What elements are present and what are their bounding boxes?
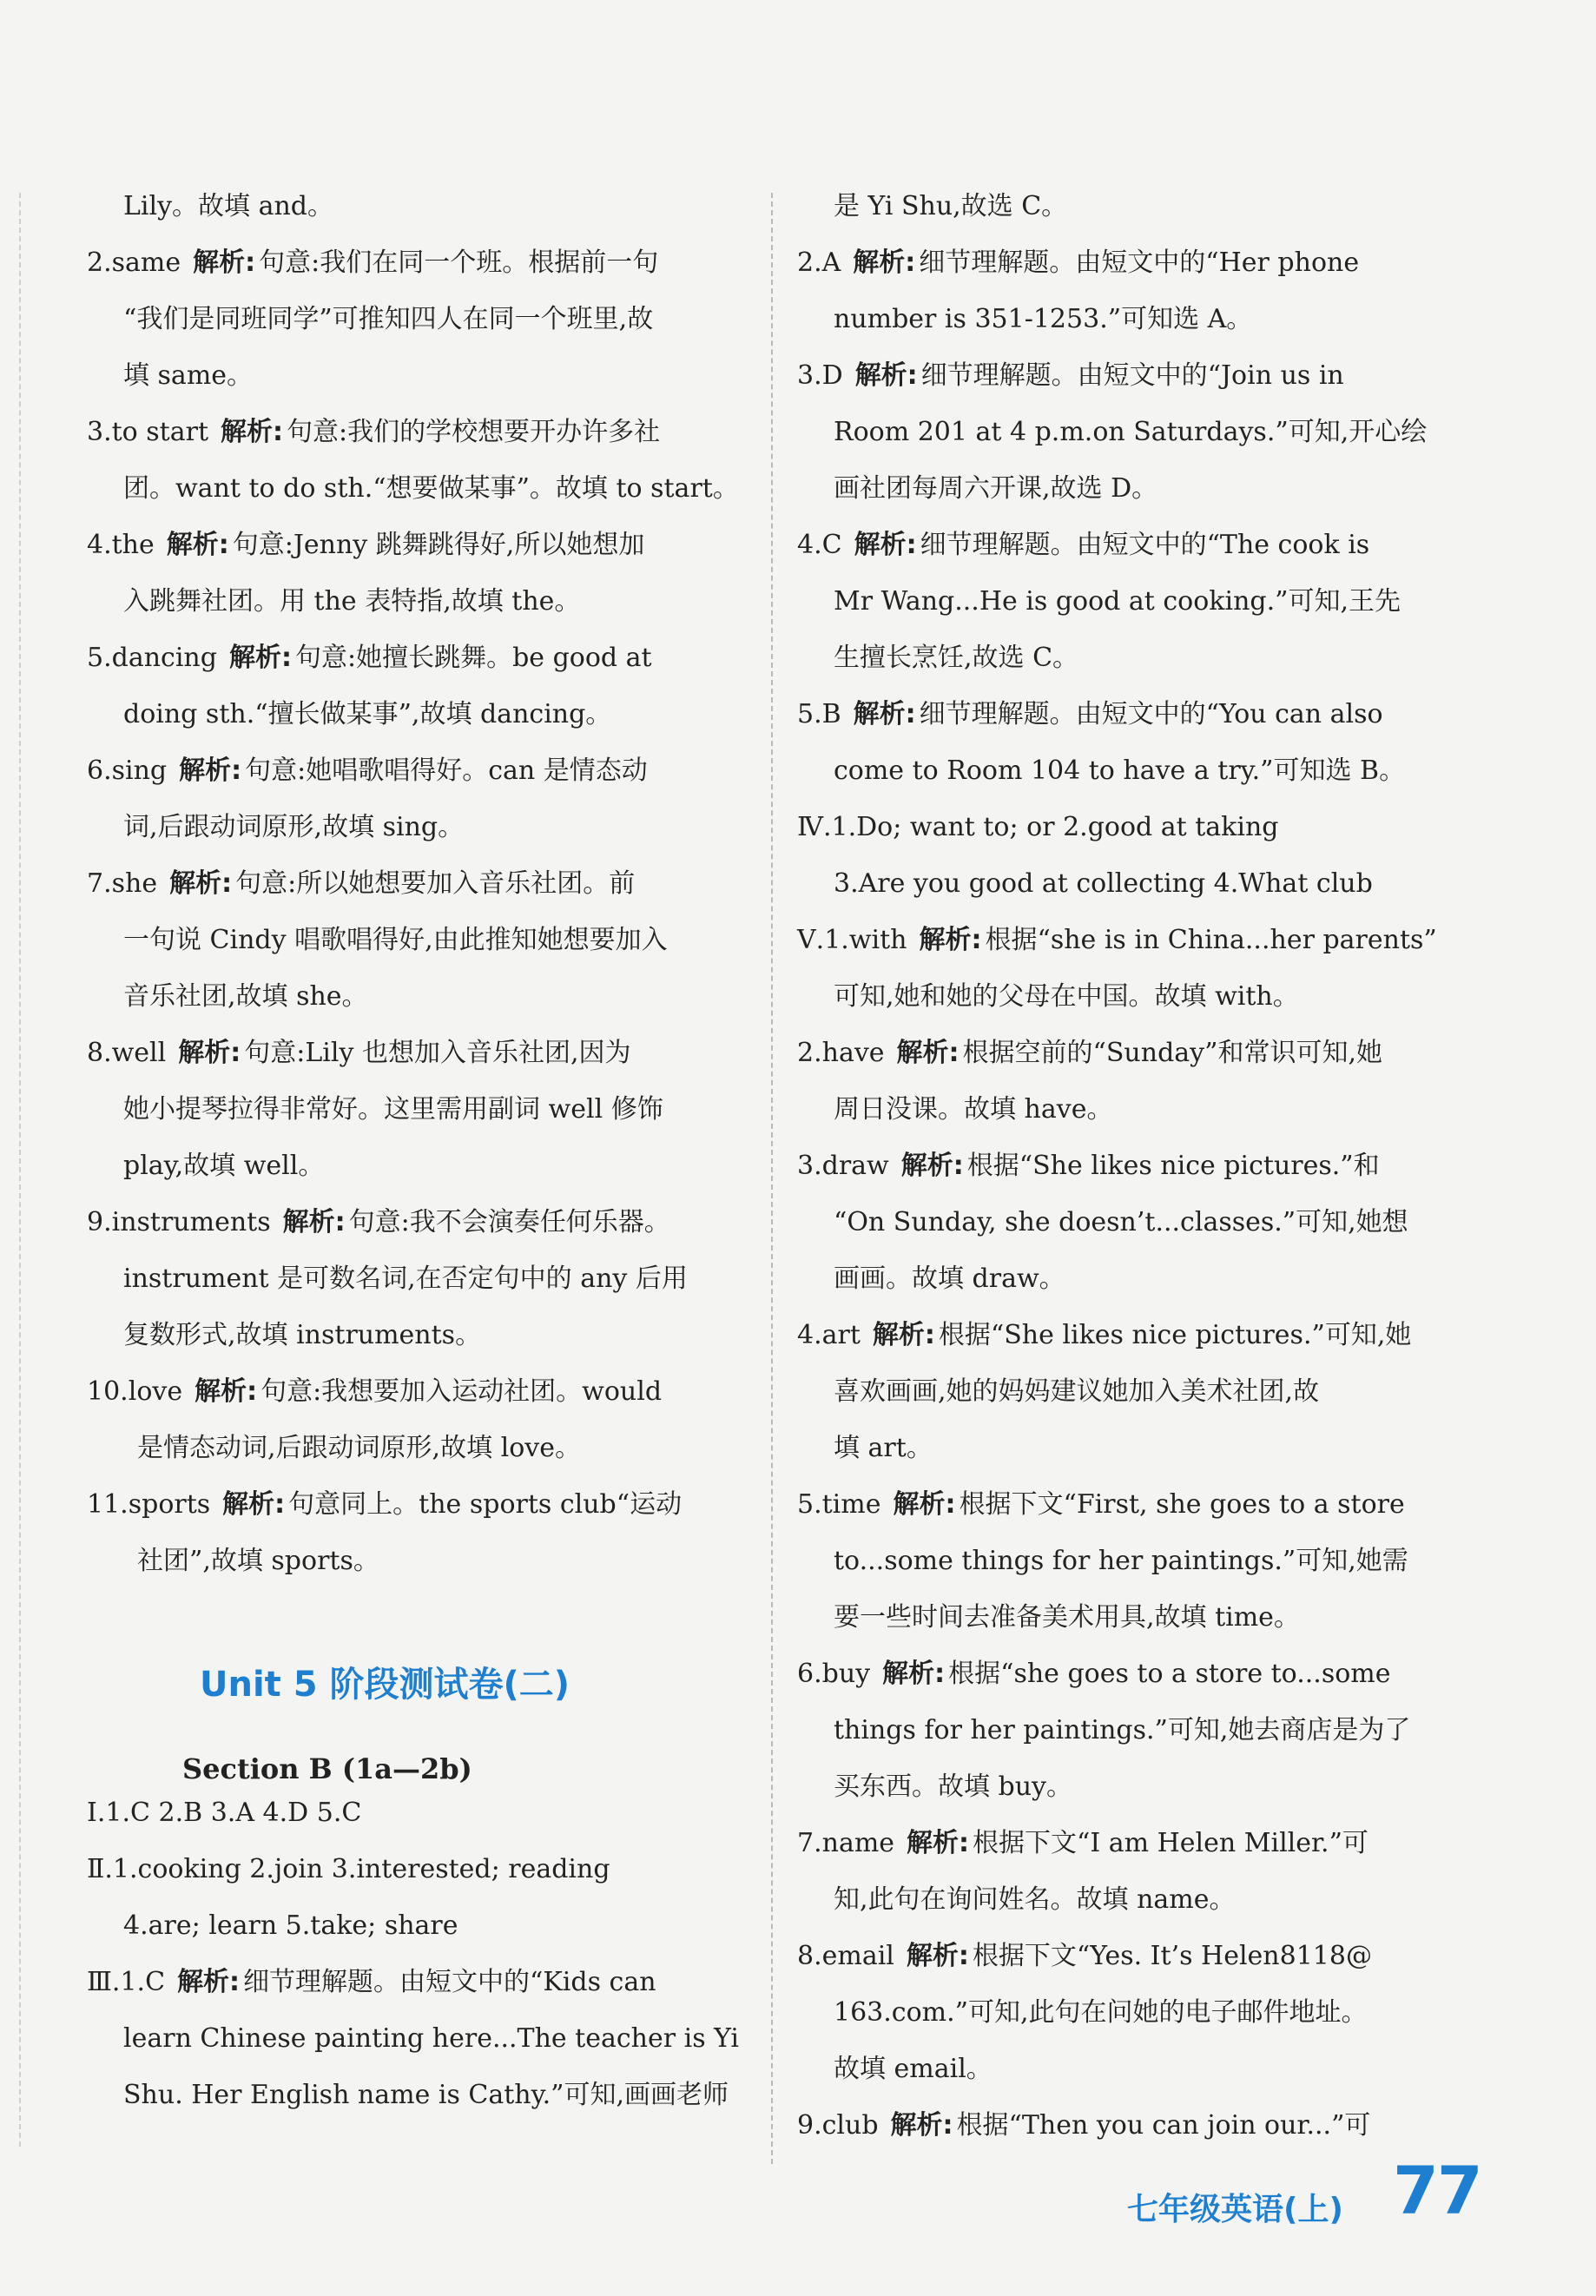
analysis-text: 句意:我不会演奏任何乐器。 <box>348 1207 670 1237</box>
line-text: learn Chinese painting here...The teacher is Yi <box>123 2023 740 2054</box>
right-line <box>834 2052 993 2087</box>
left-line <box>87 1036 631 1071</box>
analysis-label: 解析: <box>177 1967 241 1997</box>
item-number: 8. <box>87 1038 112 1068</box>
analysis-label: 解析: <box>282 1207 346 1237</box>
analysis-text: 句意:Jenny 跳舞跳得好,所以她想加 <box>232 530 645 560</box>
line-text: things for her paintings.”可知,她去商店是为了 <box>834 1715 1411 1745</box>
analysis-label: 解析: <box>853 699 916 729</box>
item-number: 4. <box>87 530 112 560</box>
line-text: 知,此句在询问姓名。故填 name。 <box>834 1884 1236 1915</box>
answer-text: A <box>821 247 841 278</box>
line-text: Ⅳ.1.Do; want to; or 2.good at taking <box>797 812 1279 842</box>
analysis-label: 解析: <box>195 1376 258 1407</box>
left-line <box>123 980 368 1014</box>
item-number: Ⅲ.1. <box>87 1967 146 1997</box>
line-text: 音乐社团,故填 she。 <box>123 981 368 1012</box>
right-line <box>834 302 1252 337</box>
right-line <box>797 359 1344 393</box>
analysis-text: 句意:我们的学校想要开办许多社 <box>287 417 661 447</box>
left-part2-line <box>87 1852 610 1887</box>
section-title: Section B (1a—2b) <box>182 1752 472 1785</box>
line-text: come to Room 104 to have a try.”可知选 B。 <box>834 755 1406 786</box>
left-line <box>87 1375 662 1409</box>
right-line <box>834 1883 1235 1917</box>
analysis-label: 解析: <box>178 1038 241 1068</box>
analysis-text: 根据“Then you can join our...”可 <box>956 2110 1371 2141</box>
answer-text: time <box>821 1489 881 1520</box>
item-number: 5. <box>797 699 822 729</box>
left-part2-line <box>123 1909 458 1943</box>
line-text: 可知,她和她的父母在中国。故填 with。 <box>834 981 1299 1012</box>
analysis-label: 解析: <box>896 1038 960 1068</box>
line-text: to...some things for her paintings.”可知,她需 <box>834 1546 1408 1576</box>
line-text: instrument 是可数名词,在否定句中的 any 后用 <box>123 1263 688 1294</box>
answer-text: the <box>111 530 155 560</box>
analysis-text: 句意:她唱歌唱得好。can 是情态动 <box>245 755 648 786</box>
item-number: 9. <box>797 2110 822 2141</box>
right-line <box>797 923 1437 958</box>
item-number: 3. <box>797 360 822 391</box>
analysis-text: 根据下文“First, she goes to a store <box>959 1489 1405 1520</box>
right-line <box>834 1205 1408 1240</box>
answer-text: same <box>111 247 181 278</box>
analysis-label: 解析: <box>882 1659 946 1689</box>
analysis-text: 句意:Lily 也想加入音乐社团,因为 <box>244 1038 631 1068</box>
item-number: 2. <box>87 247 112 278</box>
line-text: Mr Wang...He is good at cooking.”可知,王先 <box>834 586 1401 617</box>
page-number: 77 <box>1393 2152 1481 2229</box>
left-line <box>87 641 652 676</box>
analysis-text: 细节理解题。由短文中的“You can also <box>919 699 1383 729</box>
item-number: 3. <box>797 1151 822 1181</box>
item-number: 5. <box>87 643 112 673</box>
line-text: 社团”,故填 sports。 <box>137 1546 379 1576</box>
left-line <box>87 1205 670 1240</box>
answer-text: well <box>111 1038 167 1068</box>
column-divider <box>771 193 773 2164</box>
analysis-text: 细节理解题。由短文中的“The cook is <box>920 530 1370 560</box>
left-line <box>123 923 668 958</box>
right-line <box>834 584 1401 619</box>
line-text: 填 same。 <box>123 360 254 391</box>
line-text: 周日没课。故填 have。 <box>834 1094 1113 1125</box>
analysis-label: 解析: <box>221 417 284 447</box>
left-line <box>123 697 611 732</box>
left-line <box>123 472 739 506</box>
footer-book-label: 七年级英语(上) <box>1127 2192 1343 2227</box>
answer-text: sing <box>111 755 168 786</box>
left-line <box>137 1431 581 1466</box>
answer-text: sports <box>128 1489 211 1520</box>
item-number: 3. <box>87 417 112 447</box>
line-text: “On Sunday, she doesn’t...classes.”可知,她想 <box>834 1207 1408 1237</box>
analysis-label: 解析: <box>907 1828 970 1858</box>
line-text: 她小提琴拉得非常好。这里需用副词 well 修饰 <box>123 1094 663 1125</box>
item-number: 11. <box>87 1489 129 1520</box>
left-line <box>87 246 658 280</box>
analysis-label: 解析: <box>179 755 242 786</box>
answer-text: C <box>145 1967 166 1997</box>
line-text: 词,后跟动词原形,故填 sing。 <box>123 812 465 842</box>
right-line <box>797 2108 1370 2143</box>
left-line <box>123 584 580 619</box>
line-text: 一句说 Cindy 唱歌唱得好,由此推知她想要加入 <box>123 925 668 955</box>
answer-text: with <box>848 925 907 955</box>
right-line <box>797 697 1383 732</box>
analysis-label: 解析: <box>166 530 229 560</box>
line-text: 4.are; learn 5.take; share <box>123 1910 458 1941</box>
analysis-label: 解析: <box>222 1489 286 1520</box>
answer-text: to start <box>111 417 209 447</box>
right-line <box>797 1657 1390 1692</box>
answer-text: draw <box>821 1151 889 1181</box>
right-line <box>834 1770 1072 1804</box>
right-line <box>834 1544 1408 1579</box>
right-line <box>834 867 1373 901</box>
right-line <box>834 1713 1410 1748</box>
right-line <box>797 246 1359 280</box>
left-part2-line <box>123 2022 739 2056</box>
answer-text: instruments <box>111 1207 271 1237</box>
answer-text: B <box>821 699 841 729</box>
analysis-text: 根据“she goes to a store to...some <box>948 1659 1391 1689</box>
analysis-text: 根据下文“Yes. It’s Helen8118@ <box>972 1941 1372 1971</box>
left-line <box>123 1092 663 1127</box>
left-line <box>87 528 644 563</box>
line-text: 画画。故填 draw。 <box>834 1263 1065 1294</box>
line-text: 入跳舞社团。用 the 表特指,故填 the。 <box>123 586 581 617</box>
line-text: 填 art。 <box>834 1433 933 1463</box>
analysis-text: 根据“she is in China...her parents” <box>985 925 1437 955</box>
line-text: 喜欢画画,她的妈妈建议她加入美术社团,故 <box>834 1376 1320 1407</box>
analysis-text: 细节理解题。由短文中的“Join us in <box>920 360 1344 391</box>
answer-text: she <box>111 868 158 899</box>
analysis-label: 解析: <box>193 247 256 278</box>
line-text: Ⅱ.1.cooking 2.join 3.interested; reading <box>87 1854 610 1884</box>
item-number: 5. <box>797 1489 822 1520</box>
right-line <box>797 1939 1372 1974</box>
right-line <box>797 1149 1380 1184</box>
answer-text: club <box>821 2110 879 2141</box>
analysis-text: 句意:我们在同一个班。根据前一句 <box>259 247 659 278</box>
line-text: “我们是同班同学”可推知四人在同一个班里,故 <box>123 304 654 334</box>
left-part2-line <box>87 1796 361 1831</box>
analysis-text: 根据“She likes nice pictures.”可知,她 <box>938 1320 1412 1350</box>
analysis-label: 解析: <box>919 925 982 955</box>
answer-text: name <box>821 1828 895 1858</box>
left-line <box>87 867 635 901</box>
line-text: number is 351-1253.”可知选 A。 <box>834 304 1253 334</box>
right-line <box>797 1036 1382 1071</box>
answer-text: love <box>128 1376 183 1407</box>
left-line <box>123 189 333 224</box>
left-line <box>123 1318 481 1353</box>
right-line <box>834 189 1067 224</box>
line-text: Shu. Her English name is Cathy.”可知,画画老师 <box>123 2080 729 2110</box>
analysis-text: 根据下文“I am Helen Miller.”可 <box>973 1828 1368 1858</box>
left-line <box>123 359 253 393</box>
left-line <box>87 754 648 788</box>
line-text: 要一些时间去准备美术用具,故填 time。 <box>834 1602 1300 1633</box>
line-text: 画社团每周六开课,故选 D。 <box>834 473 1158 504</box>
left-line <box>123 810 464 845</box>
left-line <box>137 1544 379 1579</box>
item-number: 6. <box>87 755 112 786</box>
left-line <box>87 415 660 450</box>
answer-text: art <box>821 1320 861 1350</box>
right-line <box>834 1996 1368 2030</box>
analysis-text: 细节理解题。由短文中的“Her phone <box>919 247 1360 278</box>
unit-title: Unit 5 阶段测试卷(二) <box>200 1665 570 1705</box>
left-margin-rule <box>19 193 21 2147</box>
line-text: 163.com.”可知,此句在问她的电子邮件地址。 <box>834 1997 1368 2028</box>
analysis-label: 解析: <box>900 1151 964 1181</box>
analysis-text: 句意:我想要加入运动社团。would <box>261 1376 663 1407</box>
analysis-text: 句意:所以她想要加入音乐社团。前 <box>235 868 636 899</box>
right-line <box>834 1600 1300 1635</box>
right-line <box>797 1318 1411 1353</box>
left-line <box>123 1262 688 1296</box>
analysis-label: 解析: <box>854 530 917 560</box>
item-number: Ⅴ.1. <box>797 925 849 955</box>
answer-text: dancing <box>111 643 217 673</box>
answer-text: D <box>821 360 843 391</box>
right-line <box>834 980 1299 1014</box>
line-text: Ⅰ.1.C 2.B 3.A 4.D 5.C <box>87 1798 362 1828</box>
right-line <box>834 415 1427 450</box>
analysis-label: 解析: <box>228 643 292 673</box>
right-line <box>834 472 1157 506</box>
item-number: 4. <box>797 1320 822 1350</box>
item-number: 4. <box>797 530 822 560</box>
right-line <box>834 754 1405 788</box>
line-text: 3.Are you good at collecting 4.What club <box>834 868 1373 899</box>
analysis-label: 解析: <box>872 1320 935 1350</box>
line-text: 复数形式,故填 instruments。 <box>123 1320 482 1350</box>
right-line <box>834 641 1078 676</box>
analysis-label: 解析: <box>906 1941 969 1971</box>
analysis-text: 根据空前的“Sunday”和常识可知,她 <box>962 1038 1382 1068</box>
analysis-label: 解析: <box>854 360 918 391</box>
right-line <box>834 1262 1065 1296</box>
analysis-label: 解析: <box>853 247 916 278</box>
left-line <box>123 1149 324 1184</box>
left-line <box>87 1488 682 1522</box>
line-text: doing sth.“擅长做某事”,故填 dancing。 <box>123 699 612 729</box>
item-number: 2. <box>797 1038 822 1068</box>
answer-text: email <box>821 1941 894 1971</box>
left-part2-line <box>123 2078 729 2113</box>
line-text: 是情态动词,后跟动词原形,故填 love。 <box>137 1433 581 1463</box>
analysis-text: 细节理解题。由短文中的“Kids can <box>243 1967 656 1997</box>
line-text: 是 Yi Shu,故选 C。 <box>834 191 1068 221</box>
line-text: 买东西。故填 buy。 <box>834 1771 1073 1802</box>
item-number: 10. <box>87 1376 129 1407</box>
analysis-label: 解析: <box>890 2110 953 2141</box>
left-part2-line <box>87 1965 656 2000</box>
line-text: 团。want to do sth.“想要做某事”。故填 to start。 <box>123 473 739 504</box>
item-number: 6. <box>797 1659 822 1689</box>
line-text: play,故填 well。 <box>123 1151 325 1181</box>
right-line <box>797 1488 1405 1522</box>
right-line <box>797 1826 1368 1861</box>
analysis-label: 解析: <box>169 868 233 899</box>
right-line <box>797 810 1278 845</box>
right-line <box>834 1375 1319 1409</box>
item-number: 9. <box>87 1207 112 1237</box>
right-line <box>834 1092 1112 1127</box>
analysis-label: 解析: <box>893 1489 956 1520</box>
analysis-text: 句意:她擅长跳舞。be good at <box>294 643 652 673</box>
item-number: 8. <box>797 1941 822 1971</box>
item-number: 7. <box>87 868 112 899</box>
line-text: Room 201 at 4 p.m.on Saturdays.”可知,开心绘 <box>834 417 1428 447</box>
answer-text: C <box>821 530 842 560</box>
analysis-text: 根据“She likes nice pictures.”和 <box>966 1151 1380 1181</box>
left-line <box>123 302 653 337</box>
item-number: 7. <box>797 1828 822 1858</box>
right-line <box>834 1431 933 1466</box>
line-text: Lily。故填 and。 <box>123 191 334 221</box>
answer-text: buy <box>821 1659 871 1689</box>
analysis-text: 句意同上。the sports club“运动 <box>288 1489 683 1520</box>
answer-text: have <box>821 1038 885 1068</box>
line-text: 故填 email。 <box>834 2054 993 2084</box>
item-number: 2. <box>797 247 822 278</box>
right-line <box>797 528 1369 563</box>
line-text: 生擅长烹饪,故选 C。 <box>834 643 1079 673</box>
